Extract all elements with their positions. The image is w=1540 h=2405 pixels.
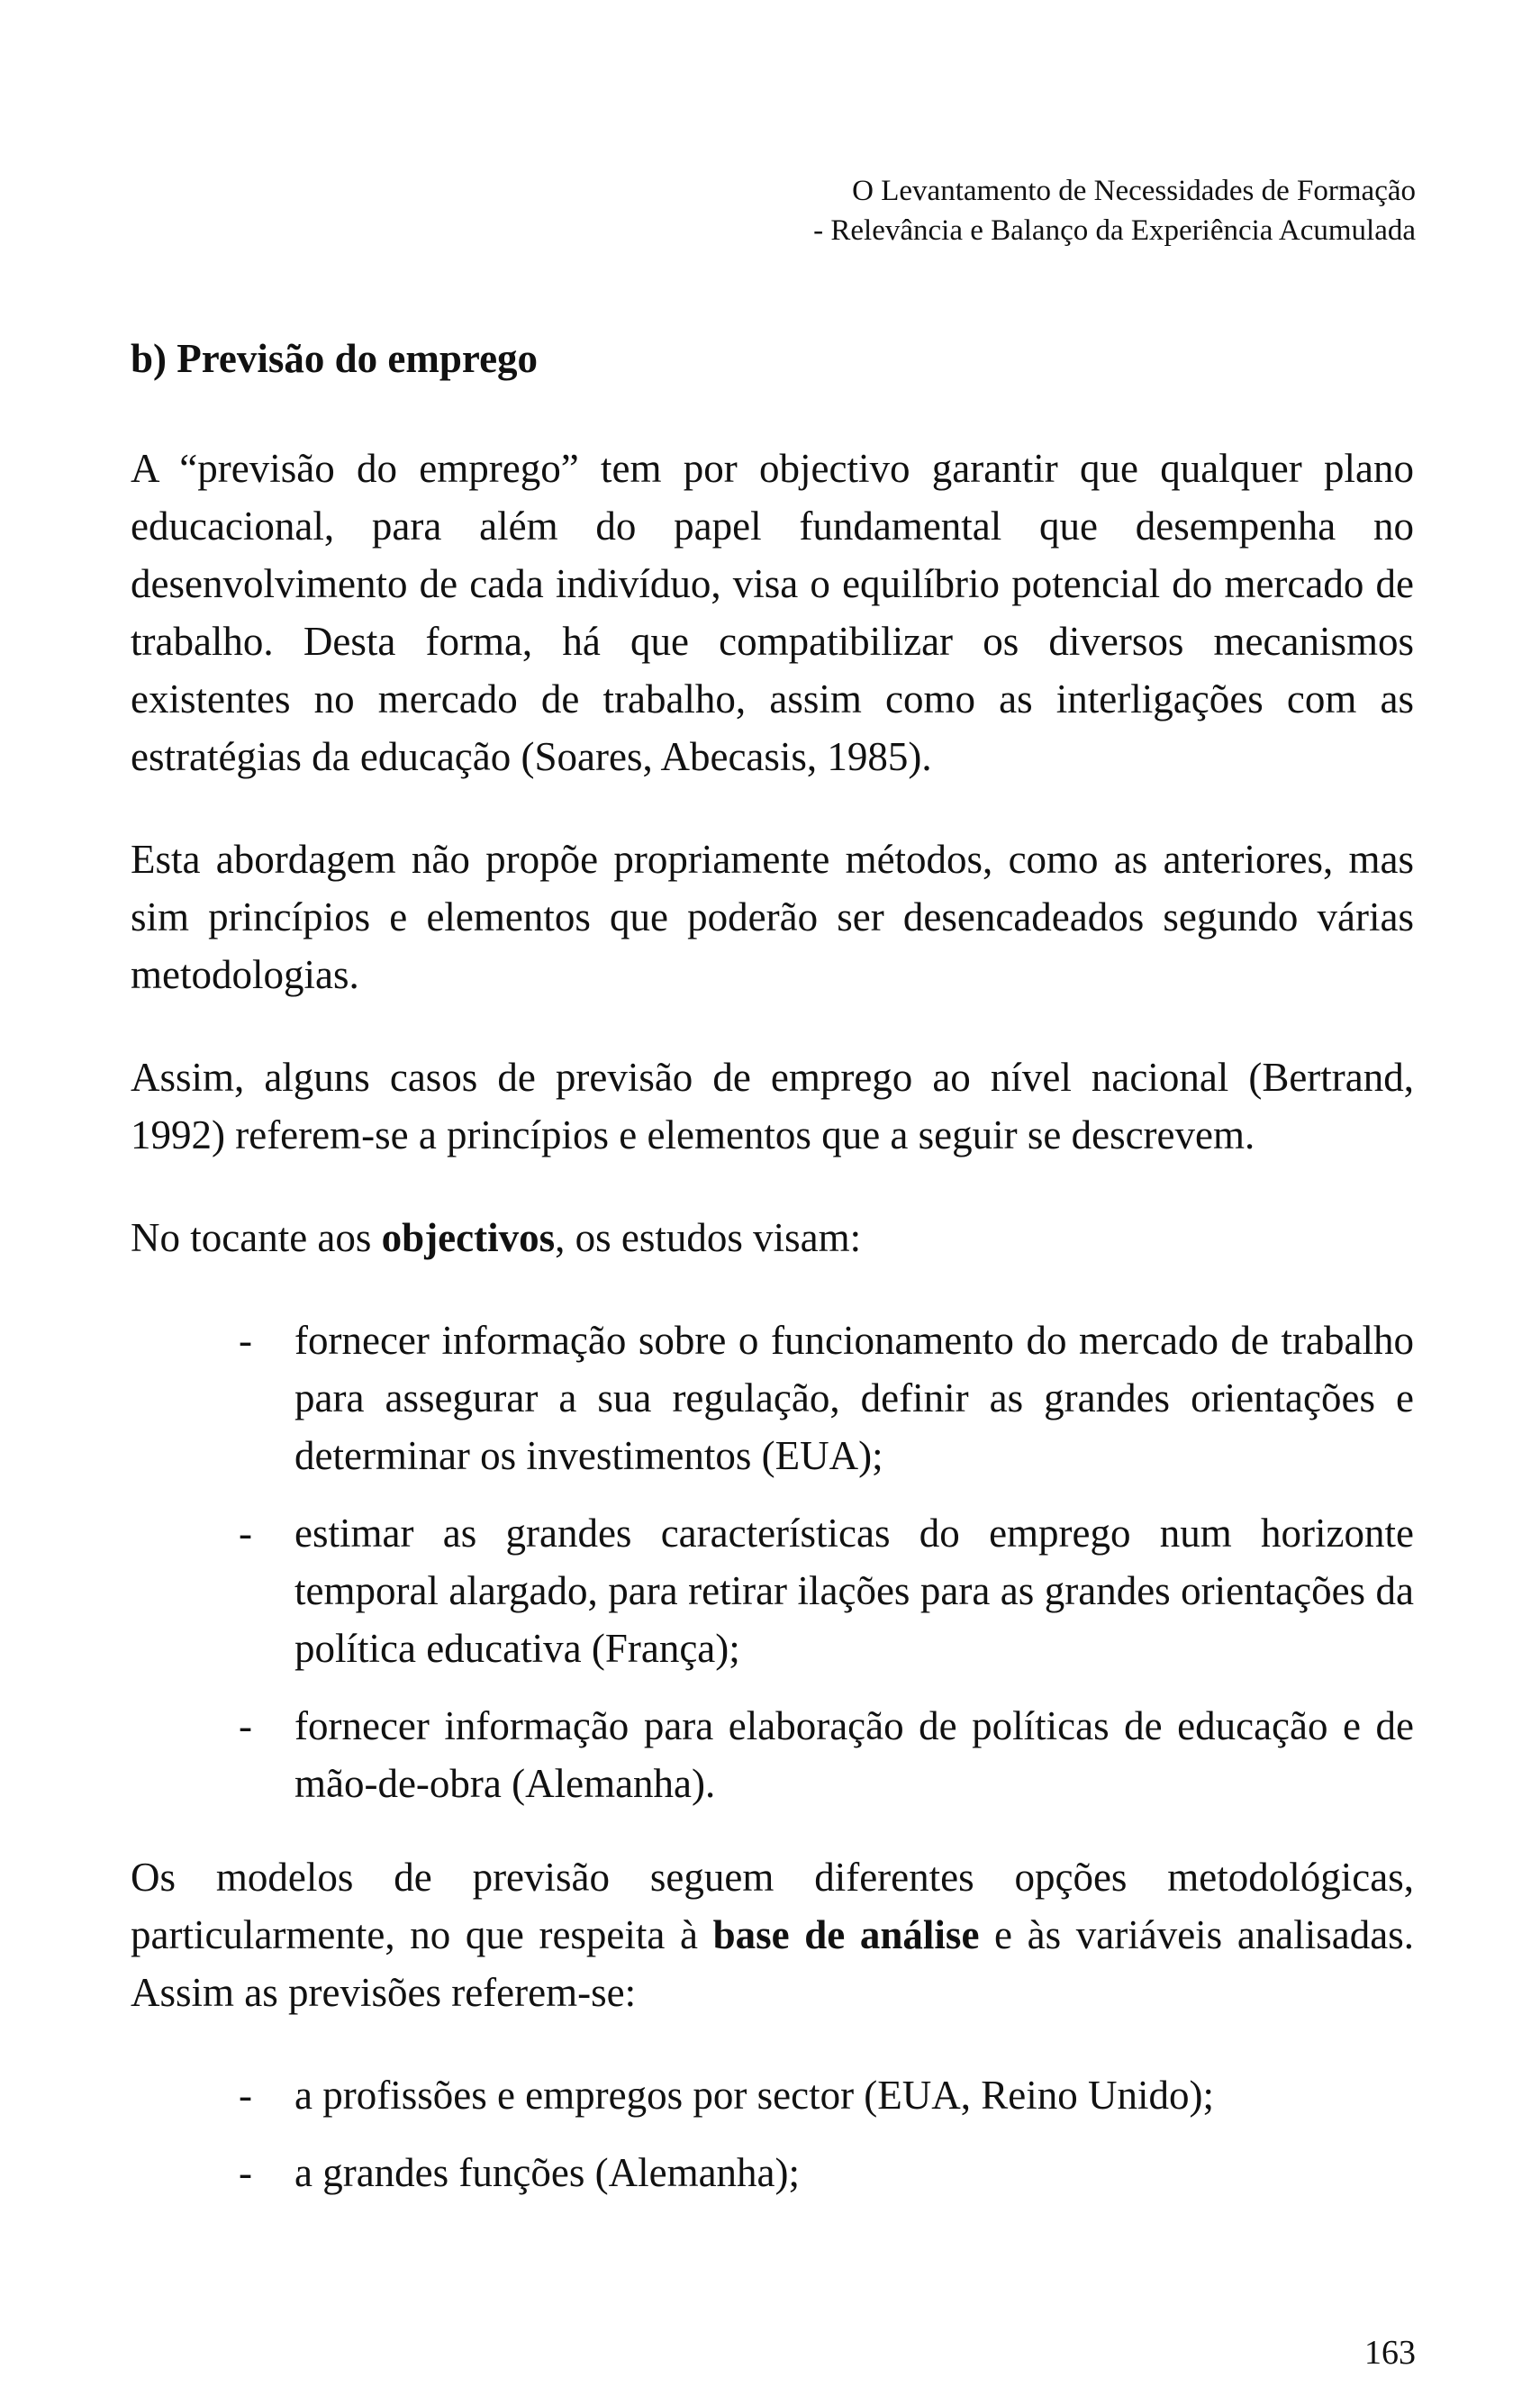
body-content bbox=[131, 333, 1414, 2237]
list-item-text: a profissões e empregos por sector (EUA, Reino Unido); bbox=[294, 2073, 1215, 2118]
list-item bbox=[131, 1697, 1414, 1812]
list-dash: - bbox=[239, 2150, 252, 2195]
list-item bbox=[131, 2144, 1414, 2201]
list-item bbox=[131, 1504, 1414, 1677]
list-dash: - bbox=[239, 2073, 252, 2118]
running-header bbox=[605, 171, 1416, 250]
section-heading: b) Previsão do emprego bbox=[131, 336, 539, 381]
list-dash: - bbox=[239, 1511, 252, 1556]
list-item-text: fornecer informação sobre o funcionamento do mercado de trabalho para assegurar a sua regulação, definir as grandes orientações e determinar os investimentos (EUA); bbox=[294, 1318, 1414, 1478]
list-item-text: a grandes funções (Alemanha); bbox=[294, 2150, 801, 2195]
analysis-list bbox=[131, 2066, 1414, 2201]
objectives-list bbox=[131, 1311, 1414, 1812]
list-dash: - bbox=[239, 1703, 252, 1748]
running-header-line-1: O Levantamento de Necessidades de Formação bbox=[852, 175, 1416, 207]
list-item-text: fornecer informação para elaboração de políticas de educação e de mão-de-obra (Alemanha). bbox=[294, 1703, 1414, 1806]
paragraph-5-lead: Os modelos de previsão seguem diferentes opções metodológicas, particularmente, no que respeita à bbox=[131, 1855, 1414, 1957]
running-header-line-2: - Relevância e Balanço da Experiência Acumulada bbox=[813, 214, 1416, 247]
paragraph-4 bbox=[131, 1209, 1414, 1266]
paragraph-4-tail: , os estudos visam: bbox=[555, 1215, 862, 1260]
list-item bbox=[131, 2066, 1414, 2124]
paragraph-5 bbox=[131, 1848, 1414, 2021]
paragraph-5-emphasis: base de análise bbox=[712, 1912, 980, 1957]
list-item bbox=[131, 1311, 1414, 1484]
paragraph-4-emphasis: objectivos bbox=[381, 1215, 556, 1260]
paragraph-4-lead: No tocante aos bbox=[131, 1215, 382, 1260]
paragraph-3: Assim, alguns casos de previsão de emprego ao nível nacional (Bertrand, 1992) referem-se a princípios e elementos que a seguir se descrevem. bbox=[131, 1055, 1414, 1157]
paragraph-2: Esta abordagem não propõe propriamente métodos, como as anteriores, mas sim princípios e elementos que poderão ser desencadeados segundo várias metodologias. bbox=[131, 837, 1414, 997]
paragraph-1: A “previsão do emprego” tem por objectivo garantir que qualquer plano educacional, para além do papel fundamental que desempenha no desenvolvimento de cada indivíduo, visa o equilíbrio potencial do mercado de trabalho. Desta forma, há que compatibilizar os diversos mecanismos existentes no mercado de trabalho, assim como as interligações com as estratégias da educação (Soares, Abecasis, 1985). bbox=[131, 446, 1414, 779]
paragraph-5-tail: e às variáveis analisadas. Assim as previsões referem-se: bbox=[131, 1912, 1414, 2015]
page-number: 163 bbox=[1364, 2334, 1416, 2372]
list-dash: - bbox=[239, 1318, 252, 1363]
list-item-text: estimar as grandes características do emprego num horizonte temporal alargado, para retirar ilações para as grandes orientações da política educativa (França); bbox=[294, 1511, 1414, 1671]
